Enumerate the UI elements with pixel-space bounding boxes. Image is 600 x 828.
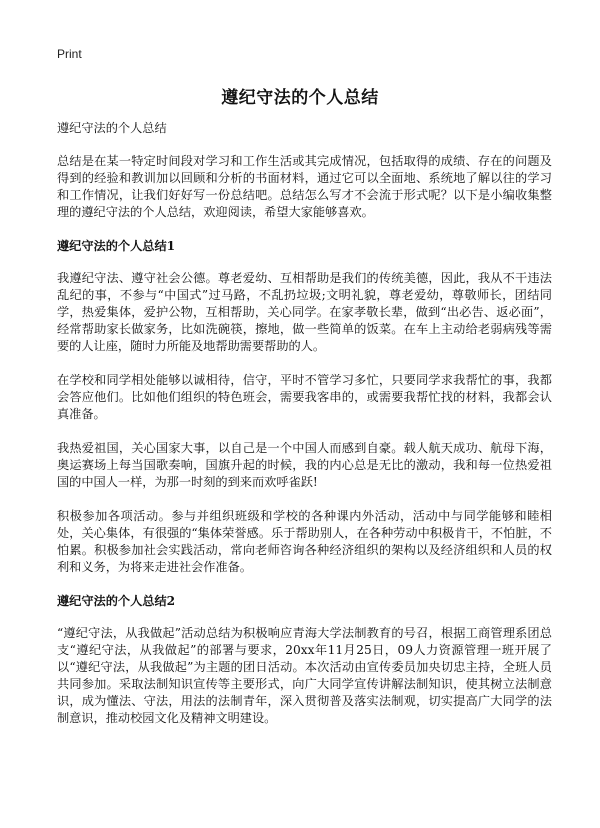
section-heading-2: 遵纪守法的个人总结2 <box>57 594 176 608</box>
section2-paragraph-1: “遵纪守法，从我做起”活动总结为积极响应青海大学法制教育的号召，根据工商管理系团总支“遵纪守法，从我做起”的部署与要求，20xx年11月25日，09人力资源管理一班开展了以“遵纪守法，从我做起”为主题的团日活动。本次活动由宣传委员加央切忠主持，全班人员共同参加。采取法制知识宣传等主要形式，向广大同学宣传讲解法制知识，使其树立法制意识，成为懂法、守法，用法的法制青年，深入贯彻普及落实法制观，切实提高广大同学的法制意识，推动校园文化及精神文明建设。 <box>57 626 552 725</box>
page-title: 遵纪守法的个人总结 <box>221 88 379 108</box>
section1-paragraph-2: 在学校和同学相处能够以诚相待，信守，平时不管学习多忙，只要同学求我帮忙的事，我都会答应他们。比如他们组织的特色班会，需要我客串的，或需要我帮忙找的材料，我都会认真准备。 <box>57 373 552 421</box>
intro-paragraph: 总结是在某一特定时间段对学习和工作生活或其完成情况，包括取得的成绩、存在的问题及得到的经验和教训加以回顾和分析的书面材料，通过它可以全面地、系统地了解以往的学习和工作情况，让我们好好写一份总结吧。总结怎么写才不会流于形式呢？以下是小编收集整理的遵纪守法的个人总结，欢迎阅读，希望大家能够喜欢。 <box>57 154 552 219</box>
section1-paragraph-4: 积极参加各项活动。参与并组织班级和学校的各种课内外活动，活动中与同学能够和睦相处，关心集体，有很强的“集体荣誉感。乐于帮助别人，在各种劳动中积极肯干，不怕脏，不怕累。积极参加社会实践活动，常向老师咨询各种经济组织的架构以及经济组织和人员的权利和义务，为将来走进社会作准备。 <box>57 509 552 574</box>
document-subtitle: 遵纪守法的个人总结 <box>57 121 167 135</box>
section1-paragraph-3: 我热爱祖国，关心国家大事，以自己是一个中国人而感到自豪。载人航天成功、航母下海，奥运赛场上每当国歌奏响，国旗升起的时候，我的内心总是无比的激动，我和每一位热爱祖国的中国人一样，为那一时刻的到来而欢呼雀跃! <box>57 441 552 489</box>
section1-paragraph-1: 我遵纪守法、遵守社会公德。尊老爱幼、互相帮助是我们的传统美德，因此，我从不干违法乱纪的事，不参与“中国式”过马路，不乱扔垃圾;文明礼貌，尊老爱幼，尊敬师长，团结同学，热爱集体，爱护公物，互相帮助，关心同学。在家孝敬长辈，做到“出必告、返必面”，经常帮助家长做家务，比如洗碗筷，擦地，做一些简单的饭菜。在车上主动给老弱病残等需要的人让座，随时力所能及地帮助需要帮助的人。 <box>57 271 552 353</box>
print-link[interactable]: Print <box>57 47 82 61</box>
section-heading-1: 遵纪守法的个人总结1 <box>57 239 176 253</box>
document-body <box>57 120 552 744</box>
